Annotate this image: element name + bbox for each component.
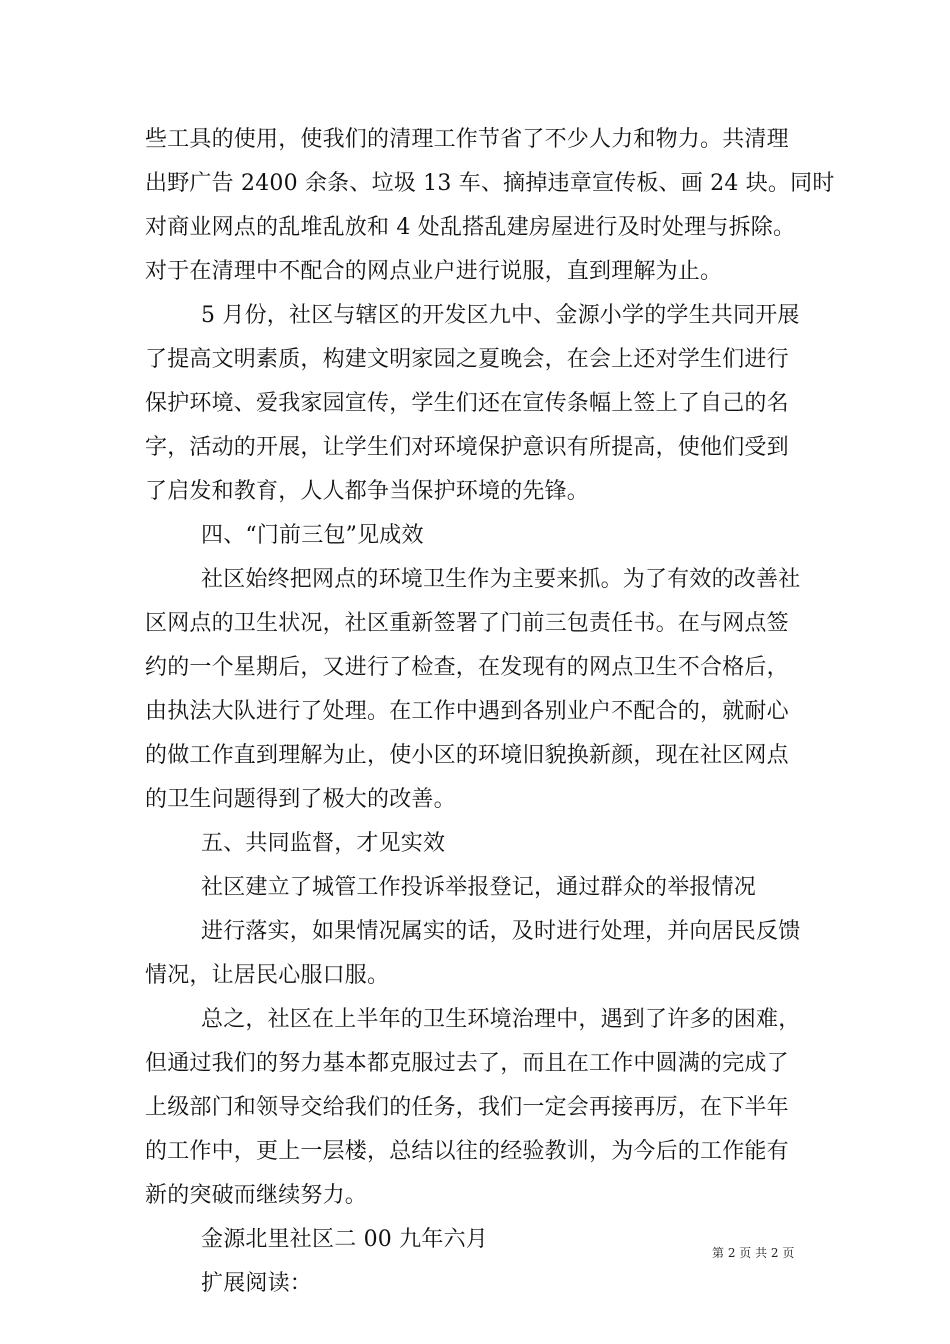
text-line: 社区建立了城管工作投诉举报登记，通过群众的举报情况 [201, 875, 757, 900]
text-line: 总之，社区在上半年的卫生环境治理中，遇到了许多的困难， [201, 1007, 801, 1032]
section-heading: 四、“门前三包”见成效 [201, 523, 424, 548]
text-line: 情况，让居民心服口服。 [145, 963, 390, 988]
text-line: 字，活动的开展，让学生们对环境保护意识有所提高，使他们受到 [145, 435, 789, 460]
text-line: 出野广告 2400 余条、垃圾 13 车、摘掉违章宣传板、画 24 块。同时 [145, 171, 835, 196]
text-line: 社区始终把网点的环境卫生作为主要来抓。为了有效的改善社 [201, 567, 801, 592]
text-line: 了启发和教育，人人都争当保护环境的先锋。 [145, 479, 590, 504]
text-line: 由执法大队进行了处理。在工作中遇到各别业户不配合的，就耐心 [145, 699, 789, 724]
text-line: 对于在清理中不配合的网点业户进行说服，直到理解为止。 [145, 259, 723, 284]
text-line: 了提高文明素质，构建文明家园之夏晚会，在会上还对学生们进行 [145, 347, 789, 372]
text-line: 进行落实，如果情况属实的话，及时进行处理，并向居民反馈 [201, 919, 801, 944]
text-line: 5 月份，社区与辖区的开发区九中、金源小学的学生共同开展 [201, 303, 800, 328]
text-line: 的工作中，更上一层楼，总结以往的经验教训，为今后的工作能有 [145, 1139, 789, 1164]
text-line: 的卫生问题得到了极大的改善。 [145, 787, 456, 812]
extended-reading-label: 扩展阅读： [201, 1271, 313, 1296]
text-line: 保护环境、爱我家园宣传，学生们还在宣传条幅上签上了自己的名 [145, 391, 789, 416]
section-heading: 五、共同监督，才见实效 [201, 831, 446, 856]
signature-line: 金源北里社区二 00 九年六月 [201, 1227, 488, 1252]
text-line: 对商业网点的乱堆乱放和 4 处乱搭乱建房屋进行及时处理与拆除。 [145, 215, 796, 240]
page-number: 第 2 页 共 2 页 [712, 1246, 795, 1260]
text-line: 些工具的使用，使我们的清理工作节省了不少人力和物力。共清理 [145, 127, 789, 152]
text-line: 的做工作直到理解为止，使小区的环境旧貌换新颜，现在社区网点 [145, 743, 789, 768]
text-line: 区网点的卫生状况，社区重新签署了门前三包责任书。在与网点签 [145, 611, 789, 636]
document-body [145, 118, 835, 1306]
text-line: 约的一个星期后，又进行了检查，在发现有的网点卫生不合格后， [145, 655, 789, 680]
text-line: 但通过我们的努力基本都克服过去了，而且在工作中圆满的完成了 [145, 1051, 789, 1076]
text-line: 新的突破而继续努力。 [145, 1183, 368, 1208]
text-line: 上级部门和领导交给我们的任务，我们一定会再接再厉，在下半年 [145, 1095, 789, 1120]
